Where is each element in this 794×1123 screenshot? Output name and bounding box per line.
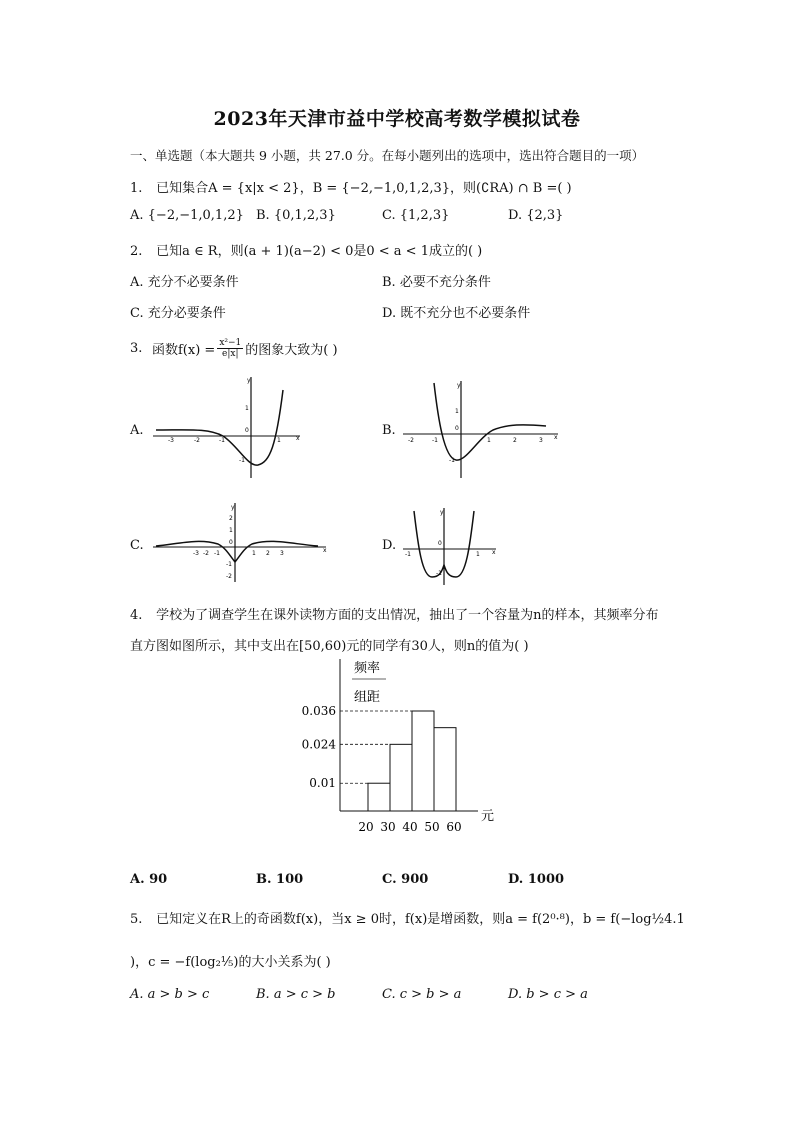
option-c[interactable]: C. 充分必要条件 (130, 306, 226, 321)
question-number: 1. (130, 181, 143, 196)
svg-text:y: y (440, 509, 444, 516)
option-c[interactable]: C. 900 (382, 872, 429, 887)
svg-text:1: 1 (455, 408, 459, 415)
y-tick-label: 0.036 (301, 704, 336, 718)
svg-text:2: 2 (229, 515, 233, 522)
question-2 (130, 240, 482, 259)
question-4-line2 (130, 635, 529, 654)
question-4-line1 (130, 604, 659, 623)
x-tick-label: 40 (402, 820, 418, 834)
option-b[interactable]: B. 必要不充分条件 (382, 275, 491, 290)
svg-text:-1: -1 (432, 437, 438, 444)
histogram-bar-[30,40) (390, 744, 412, 811)
option-b[interactable]: B. 100 (256, 872, 304, 887)
svg-text:0: 0 (438, 540, 442, 547)
svg-text:0: 0 (229, 539, 233, 546)
question-text-pre: 函数f(x) = (152, 343, 216, 358)
svg-text:-3: -3 (168, 437, 174, 444)
option-a[interactable]: A. a > b > c (130, 987, 210, 1002)
question-5-line1 (130, 908, 685, 927)
fraction-denominator: e|x| (222, 349, 239, 359)
graph-option-a[interactable] (148, 372, 308, 482)
graph-option-b[interactable] (398, 378, 563, 483)
option-b[interactable]: B. {0,1,2,3} (256, 208, 336, 223)
graph-option-d[interactable] (400, 505, 500, 587)
y-tick-label: 0.01 (309, 776, 336, 791)
svg-text:3: 3 (539, 437, 543, 444)
question-number: 4. (130, 608, 143, 623)
svg-text:-2: -2 (194, 437, 200, 444)
question-text: 已知a ∈ R，则(a + 1)(a−2) < 0是0 < a < 1成立的( ) (156, 244, 483, 259)
svg-text:1: 1 (277, 437, 281, 444)
x-tick-label: 50 (424, 820, 440, 834)
svg-text:1: 1 (245, 405, 249, 412)
svg-text:-1: -1 (449, 457, 455, 464)
svg-text:1: 1 (487, 437, 491, 444)
svg-text:-2: -2 (203, 550, 209, 557)
frequency-histogram (290, 655, 510, 840)
svg-text:2: 2 (513, 437, 517, 444)
option-d[interactable]: D. {2,3} (508, 208, 564, 223)
svg-text:0: 0 (245, 427, 249, 434)
question-3 (130, 338, 338, 359)
question-text: 直方图如图所示，其中支出在[50,60)元的同学有30人，则n的值为( ) (130, 639, 529, 654)
x-tick-label: 20 (358, 820, 374, 834)
histogram-bar-[20,30) (368, 783, 390, 811)
graph-option-c-label[interactable]: C. (130, 538, 144, 553)
option-d[interactable]: D. 1000 (508, 872, 565, 887)
y-tick-label: 0.024 (301, 737, 336, 752)
question-number: 3. (130, 341, 143, 356)
svg-text:x: x (323, 547, 327, 554)
graph-option-c[interactable] (148, 500, 333, 585)
svg-text:1: 1 (252, 550, 256, 557)
svg-text:-1: -1 (239, 457, 245, 464)
option-c[interactable]: C. c > b > a (382, 987, 462, 1002)
page-title: 2023年天津市益中学校高考数学模拟试卷 (213, 108, 581, 130)
question-number: 5. (130, 912, 143, 927)
option-b[interactable]: B. a > c > b (256, 987, 336, 1002)
question-text: 学校为了调查学生在课外读物方面的支出情况，抽出了一个容量为n的样本，其频率分布 (156, 608, 659, 623)
svg-text:y: y (231, 504, 235, 511)
ylabel-top: 频率 (354, 661, 381, 676)
svg-text:-3: -3 (193, 550, 199, 557)
ylabel-bottom: 组距 (354, 690, 381, 705)
graph-option-b-label[interactable]: B. (382, 423, 396, 438)
svg-text:y: y (247, 377, 251, 384)
option-d[interactable]: D. b > c > a (508, 987, 588, 1002)
svg-text:2: 2 (266, 550, 270, 557)
svg-text:-1: -1 (226, 561, 232, 568)
svg-text:x: x (296, 435, 300, 442)
graph-option-a-label[interactable]: A. (130, 423, 144, 438)
svg-text:1: 1 (229, 527, 233, 534)
svg-text:-1: -1 (219, 437, 225, 444)
question-text: 已知集合A = {x|x < 2}，B = {−2,−1,0,1,2,3}，则(∁RA) ∩ B =( ) (156, 181, 572, 196)
question-text: )，c = −f(log₂⅕)的大小关系为( ) (130, 955, 331, 970)
section-heading: 一、单选题（本大题共 9 小题，共 27.0 分。在每小题列出的选项中，选出符合题目的一项） (130, 148, 645, 163)
svg-text:-1: -1 (214, 550, 220, 557)
question-text: 已知定义在R上的奇函数f(x)，当x ≥ 0时，f(x)是增函数，则a = f(2⁰·⁸)，b = f(−log½4.1 (156, 912, 685, 927)
fraction-numerator: x²−1 (219, 338, 242, 348)
histogram-bar-[50,60) (434, 728, 456, 811)
option-c[interactable]: C. {1,2,3} (382, 208, 450, 223)
graph-option-d-label[interactable]: D. (382, 538, 397, 553)
option-a[interactable]: A. {−2,−1,0,1,2} (130, 208, 244, 223)
question-number: 2. (130, 244, 143, 259)
svg-text:-2: -2 (408, 437, 414, 444)
x-tick-label: 60 (446, 820, 462, 834)
svg-text:y: y (457, 382, 461, 389)
svg-text:1: 1 (476, 551, 480, 558)
svg-text:-1: -1 (405, 551, 411, 558)
svg-text:-1: -1 (436, 570, 442, 577)
option-d[interactable]: D. 既不充分也不必要条件 (382, 306, 531, 321)
svg-text:-2: -2 (226, 573, 232, 580)
option-a[interactable]: A. 充分不必要条件 (130, 275, 239, 290)
svg-text:x: x (492, 549, 496, 556)
xlabel: 元 (481, 809, 495, 824)
x-tick-label: 30 (380, 820, 396, 834)
svg-text:x: x (554, 434, 558, 441)
svg-text:3: 3 (280, 550, 284, 557)
svg-text:0: 0 (455, 425, 459, 432)
histogram-bar-[40,50) (412, 711, 434, 811)
question-5-line2 (130, 951, 331, 970)
option-a[interactable]: A. 90 (130, 872, 168, 887)
question-text-post: 的图象大致为( ) (245, 343, 338, 358)
fraction (217, 338, 243, 359)
question-1 (130, 177, 572, 196)
